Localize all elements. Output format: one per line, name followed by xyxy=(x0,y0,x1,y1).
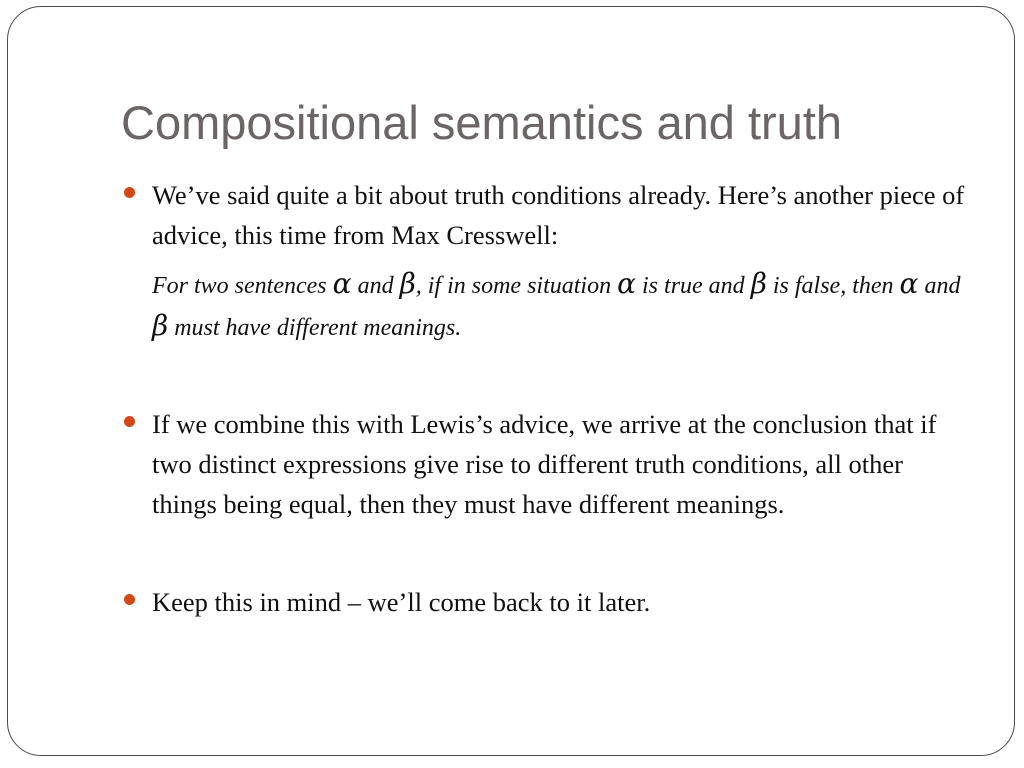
bullet-item xyxy=(152,404,972,524)
beta-symbol: β xyxy=(750,267,767,300)
slide-title: Compositional semantics and truth xyxy=(121,96,843,149)
beta-symbol: β xyxy=(399,267,416,300)
bullet-item xyxy=(152,582,972,622)
bullet-dot-icon xyxy=(124,594,135,605)
bullet-item xyxy=(152,175,972,255)
bullet-dot-icon xyxy=(124,187,135,198)
slide-frame xyxy=(7,6,1015,756)
cresswell-quote xyxy=(152,264,972,348)
alpha-symbol: α xyxy=(617,267,637,300)
quote-text: and xyxy=(351,273,400,299)
slide-content xyxy=(152,175,972,622)
bullet-text: If we combine this with Lewis’s advice, we arrive at the conclusion that if two distinct expressions give rise to different truth conditions, all other things being equal, then they must have different meanings. xyxy=(152,409,937,519)
alpha-symbol: α xyxy=(332,267,352,300)
alpha-symbol: α xyxy=(899,267,919,300)
quote-text: is true and xyxy=(636,273,751,299)
bullet-text: We’ve said quite a bit about truth conditions already. Here’s another piece of advice, this time from Max Cresswell: xyxy=(152,180,965,250)
quote-text: , if in some situation xyxy=(415,273,618,299)
quote-text: is false, then xyxy=(766,273,900,299)
quote-text: For two sentences xyxy=(152,273,333,299)
bullet-dot-icon xyxy=(124,416,135,427)
beta-symbol: β xyxy=(152,309,169,342)
quote-text: must have different meanings. xyxy=(168,315,462,341)
quote-text: and xyxy=(918,273,961,299)
bullet-text: Keep this in mind – we’ll come back to it later. xyxy=(152,587,651,617)
